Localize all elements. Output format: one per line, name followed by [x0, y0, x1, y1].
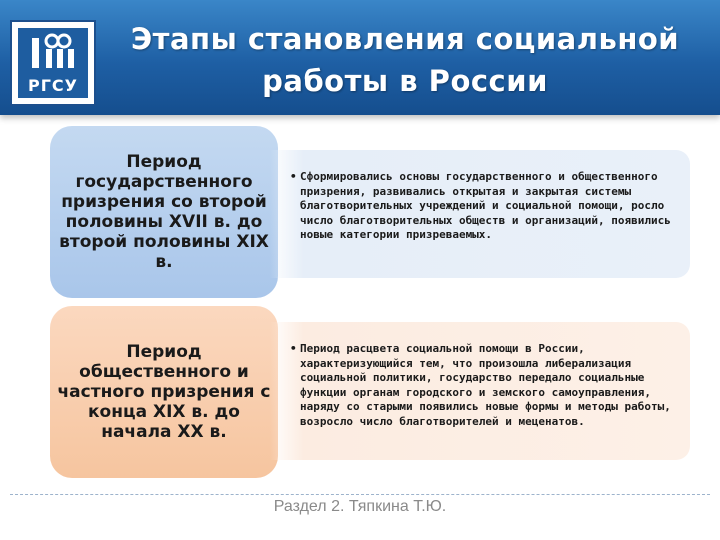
footer-text: Раздел 2. Тяпкина Т.Ю. [273, 498, 447, 515]
logo-emblem-icon [30, 32, 76, 72]
bullet-icon: • [290, 170, 297, 183]
period-1-description-text: Сформировались основы государственного и общественного призрения, развивались открытая и закрытая системы благотворительных учреждений и социальной помощи, росло число благотворительных обществ и организаций, появились новые категории призреваемых. [300, 170, 671, 241]
logo-background [18, 28, 88, 98]
period-1-label [50, 126, 278, 298]
period-2-description-text: Период расцвета социальной помощи в России, характеризующийся тем, что произошла либерализация социальной политики, государство передало социальные функции органам городского и земского самоуправления, наряду со старыми появились новые формы и методы работы, возросло число благотворителей и меценатов. [300, 342, 671, 428]
header-banner [0, 0, 720, 115]
period-1-description [270, 150, 690, 278]
bullet-icon: • [290, 342, 297, 355]
title-line-2: работы в России [262, 64, 548, 98]
period-1-label-text: Период государственного призрения со второй половины XVII в. до второй половины XIX в. [59, 152, 269, 272]
period-2-label-text: Период общественного и частного призрения с конца XIX в. до начала XX в. [57, 342, 271, 442]
title-line-1: Этапы становления социальной [130, 22, 680, 56]
logo-text: РГСУ [28, 76, 78, 95]
period-2-label [50, 306, 278, 478]
footer-divider [10, 494, 710, 495]
page-title [100, 18, 710, 102]
rgsu-logo [10, 20, 96, 106]
period-2-description [270, 322, 690, 460]
